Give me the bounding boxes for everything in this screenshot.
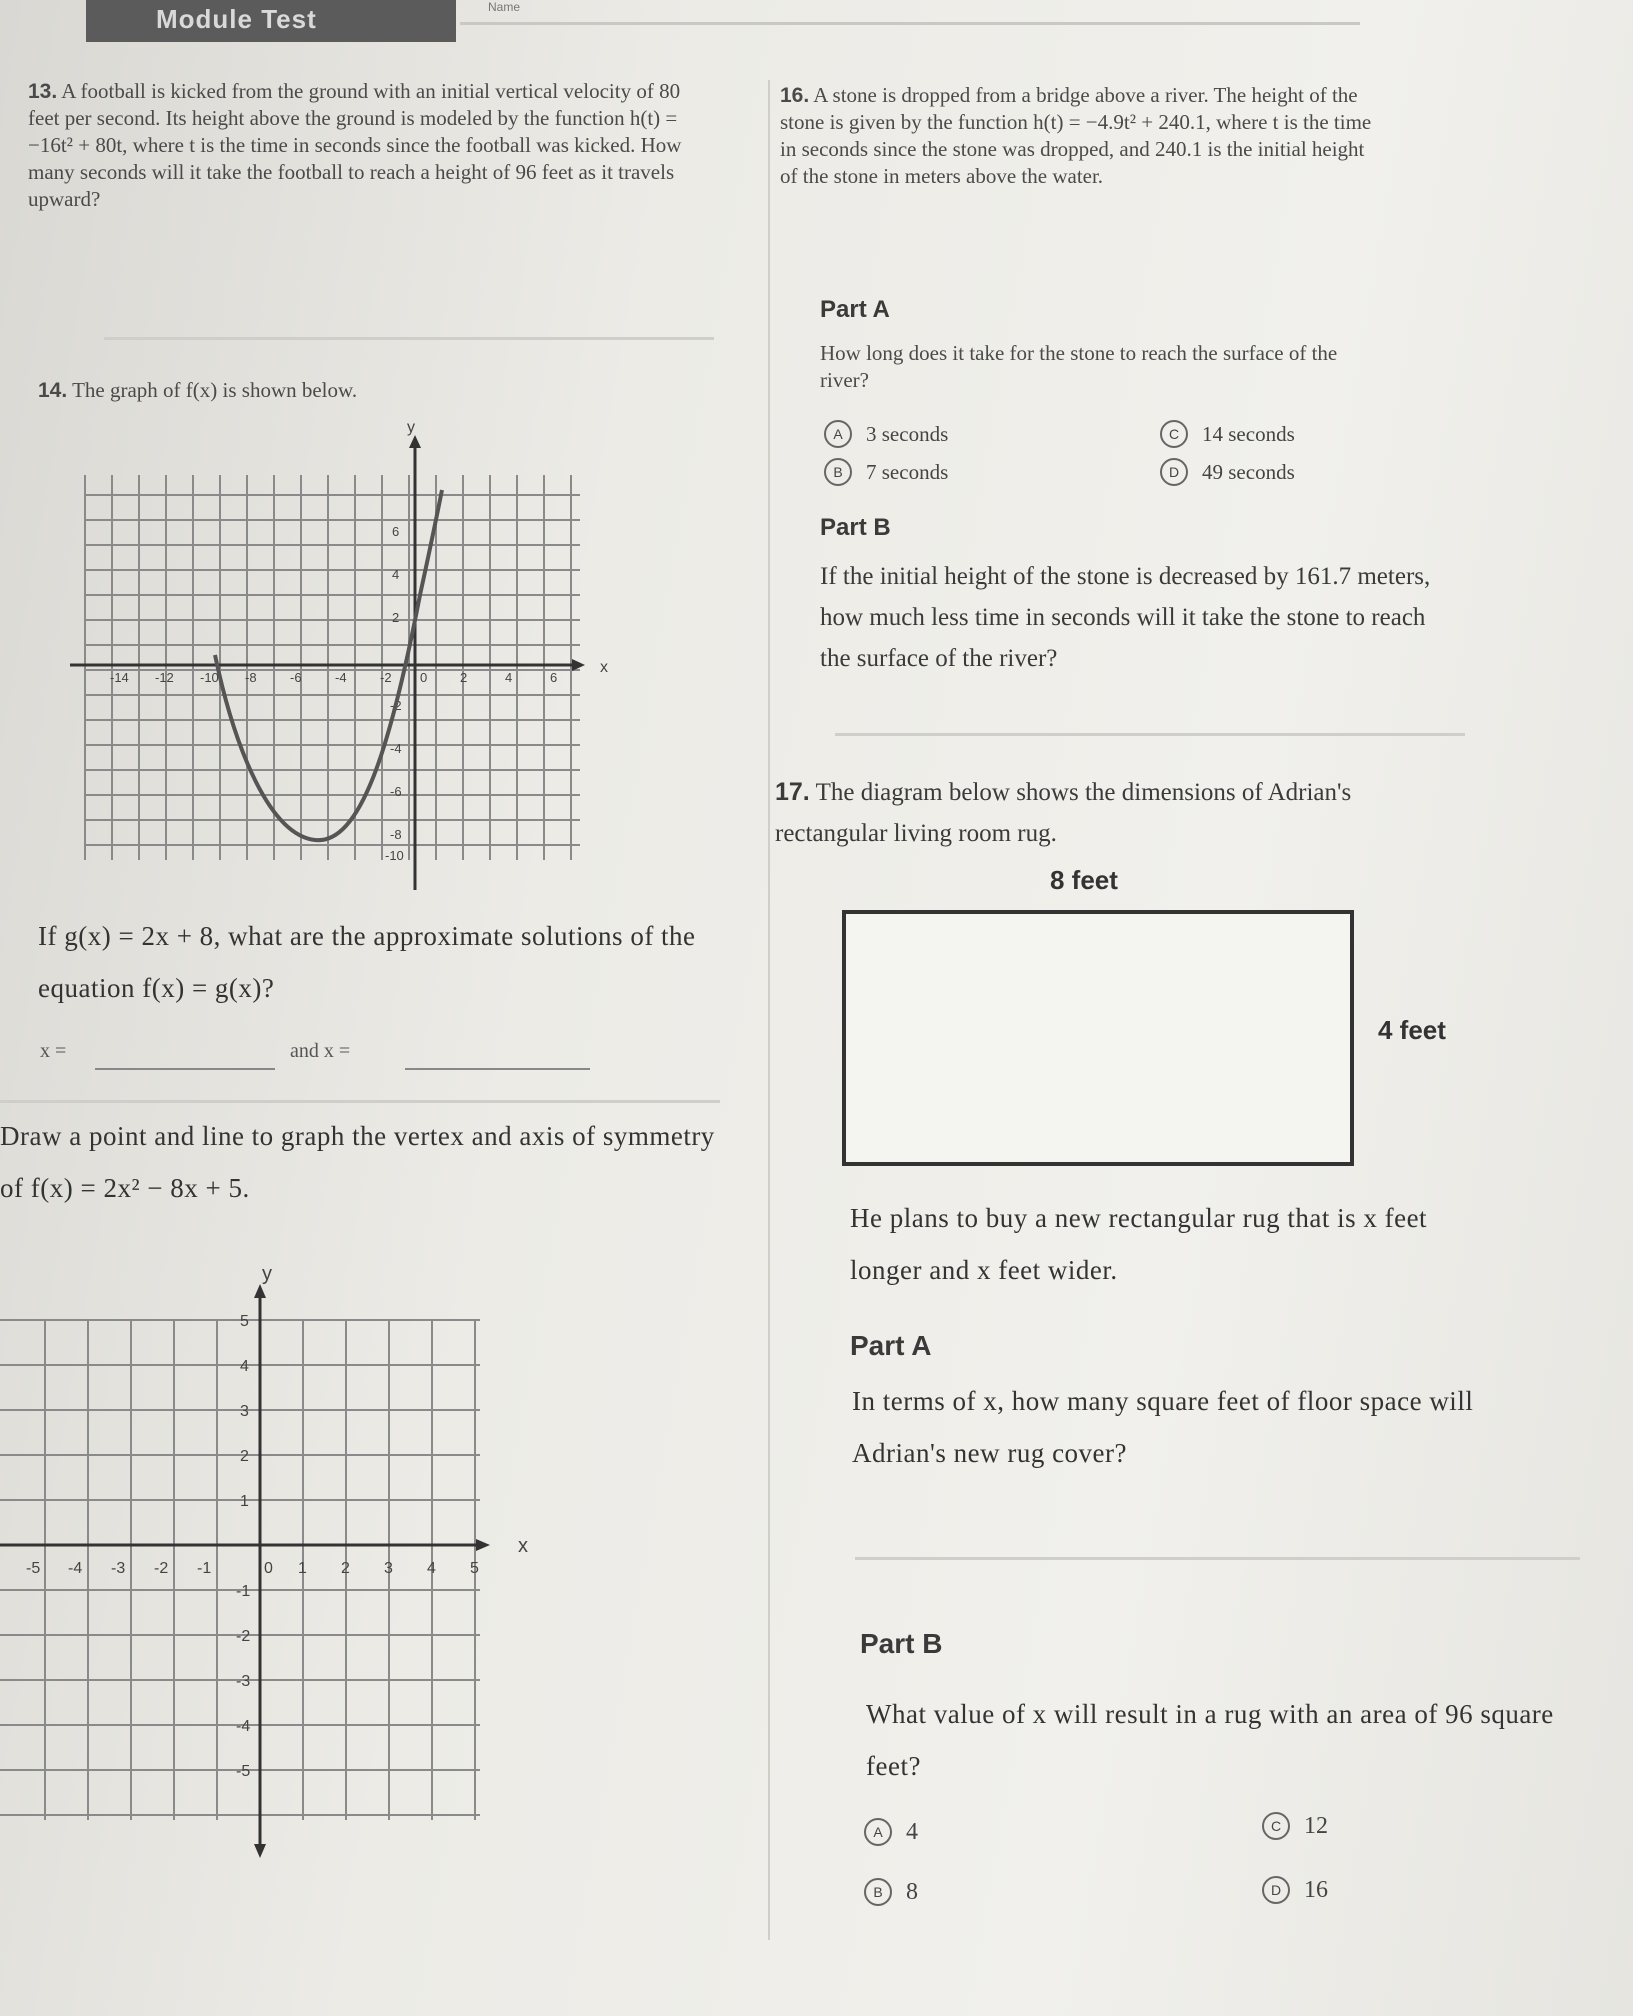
question-13-answer-line[interactable] bbox=[104, 337, 714, 340]
tick-label: 1 bbox=[298, 1560, 307, 1577]
question-16-part-a-label: Part A bbox=[820, 296, 890, 323]
question-16-text: A stone is dropped from a bridge above a river. The height of the stone is given by the function h(t) = −4.9t² + 240.1, where t is the time in seconds since the stone was dropped, and 240.1 is the initial height of the stone in meters above the water. bbox=[780, 83, 1372, 188]
option-17b-c[interactable] bbox=[1262, 1812, 1328, 1840]
option-bubble[interactable]: C bbox=[1160, 420, 1188, 448]
answer-2-prefix: and x = bbox=[290, 1040, 351, 1062]
question-17-part-a-question: In terms of x, how many square feet of floor space will Adrian's new rug cover? bbox=[852, 1386, 1474, 1468]
tick-label: -5 bbox=[236, 1763, 251, 1780]
tick-label: 6 bbox=[392, 524, 400, 539]
option-text: 8 bbox=[906, 1878, 918, 1905]
tick-label: 0 bbox=[420, 670, 428, 685]
rug-width-label: 8 feet bbox=[1050, 865, 1118, 895]
tick-label: 2 bbox=[240, 1448, 249, 1465]
tick-label: -4 bbox=[68, 1560, 83, 1577]
question-17-part-b-label: Part B bbox=[860, 1628, 943, 1659]
tick-label: -6 bbox=[290, 670, 302, 685]
option-16a-a[interactable] bbox=[824, 420, 948, 448]
answer-1-prefix: x = bbox=[40, 1040, 67, 1062]
option-17b-d[interactable] bbox=[1262, 1876, 1328, 1904]
graph-15-y-label: y bbox=[262, 1263, 272, 1285]
tick-label: 4 bbox=[427, 1560, 436, 1577]
question-16-part-b-question: If the initial height of the stone is decreased by 161.7 meters, how much less time in seconds will it take the stone to reach the surface of the river? bbox=[820, 563, 1431, 672]
tick-label: -4 bbox=[236, 1718, 251, 1735]
y-axis-arrow-icon bbox=[409, 435, 421, 448]
question-16 bbox=[780, 82, 1380, 190]
tick-label: -1 bbox=[236, 1583, 251, 1600]
option-text: 7 seconds bbox=[866, 459, 949, 484]
question-16-part-a-question: How long does it take for the stone to reach the surface of the river? bbox=[820, 341, 1338, 392]
question-17-answer-line[interactable] bbox=[855, 1557, 1580, 1560]
tick-label: -2 bbox=[380, 670, 392, 685]
rug-rectangle bbox=[842, 910, 1354, 1166]
tick-label: -8 bbox=[390, 827, 402, 842]
question-15-text: Draw a point and line to graph the vertex and axis of symmetry of f(x) = 2x² − 8x + 5. bbox=[0, 1121, 715, 1203]
graph-14-gridlines bbox=[85, 475, 580, 860]
question-14-solutions-question: If g(x) = 2x + 8, what are the approximate solutions of the equation f(x) = g(x)? bbox=[38, 921, 696, 1003]
tick-label: -2 bbox=[236, 1628, 251, 1645]
column-divider bbox=[768, 80, 770, 1940]
option-text: 3 seconds bbox=[866, 421, 949, 446]
question-17 bbox=[775, 772, 1415, 854]
option-text: 4 bbox=[906, 1818, 918, 1845]
tick-label: -1 bbox=[197, 1560, 212, 1577]
header-small-label: Name bbox=[488, 0, 521, 14]
option-16a-b[interactable] bbox=[824, 458, 948, 486]
tick-label: 2 bbox=[460, 670, 468, 685]
option-text: 14 seconds bbox=[1202, 421, 1295, 446]
tick-label: -3 bbox=[236, 1673, 251, 1690]
option-17b-b[interactable] bbox=[864, 1878, 918, 1906]
tick-label: 5 bbox=[240, 1313, 249, 1330]
header-rule bbox=[460, 22, 1360, 25]
header-title: Module Test bbox=[156, 4, 317, 34]
question-14-bottom-rule bbox=[0, 1100, 720, 1103]
tick-label: 0 bbox=[264, 1560, 273, 1577]
answer-2-blank[interactable] bbox=[405, 1068, 590, 1070]
option-bubble[interactable]: C bbox=[1262, 1812, 1290, 1840]
option-bubble[interactable]: A bbox=[864, 1818, 892, 1846]
graph-15-x-tick-labels bbox=[26, 1560, 479, 1577]
rug-height-label: 4 feet bbox=[1378, 1015, 1446, 1045]
tick-label: 2 bbox=[341, 1560, 350, 1577]
question-14-text: The graph of f(x) is shown below. bbox=[72, 378, 358, 402]
option-bubble[interactable]: D bbox=[1160, 458, 1188, 486]
tick-label: 3 bbox=[384, 1560, 393, 1577]
option-bubble[interactable]: D bbox=[1262, 1876, 1290, 1904]
question-13-text: A football is kicked from the ground with an initial vertical velocity of 80 feet per second. Its height above the ground is modeled by the function h(t) = −16t² + 80t, where t is the time in seconds since the football was kicked. How many seconds will it take the football to reach a height of 96 feet as it travels upward? bbox=[28, 79, 682, 211]
option-16a-d[interactable] bbox=[1160, 458, 1295, 486]
tick-label: -12 bbox=[155, 670, 174, 685]
option-text: 16 bbox=[1304, 1876, 1328, 1903]
tick-label: -8 bbox=[245, 670, 257, 685]
y-axis-arrow-icon bbox=[254, 1284, 266, 1298]
graph-14-y-tick-labels bbox=[385, 524, 404, 863]
tick-label: -10 bbox=[200, 670, 219, 685]
header-tab bbox=[86, 0, 456, 42]
graph-15-x-label: x bbox=[518, 1535, 528, 1557]
tick-label: 4 bbox=[392, 567, 400, 582]
tick-label: 4 bbox=[240, 1358, 249, 1375]
graph-14-y-label: y bbox=[407, 420, 415, 436]
question-17-plan: He plans to buy a new rectangular rug that is x feet longer and x feet wider. bbox=[850, 1203, 1428, 1285]
tick-label: 2 bbox=[392, 610, 400, 625]
tick-label: 5 bbox=[470, 1560, 479, 1577]
option-bubble[interactable]: B bbox=[864, 1878, 892, 1906]
question-16-number: 16. bbox=[780, 84, 810, 107]
question-14-graph bbox=[40, 420, 660, 900]
tick-label: 1 bbox=[240, 1493, 249, 1510]
tick-label: -10 bbox=[385, 848, 404, 863]
question-14-number: 14. bbox=[38, 379, 68, 402]
question-13-number: 13. bbox=[28, 80, 58, 103]
question-13 bbox=[28, 78, 688, 213]
option-bubble[interactable]: B bbox=[824, 458, 852, 486]
option-text: 12 bbox=[1304, 1812, 1328, 1839]
question-17-part-a-label: Part A bbox=[850, 1330, 932, 1361]
tick-label: -5 bbox=[26, 1560, 41, 1577]
graph-14-x-label: x bbox=[600, 659, 608, 676]
tick-label: 3 bbox=[240, 1403, 249, 1420]
option-17b-a[interactable] bbox=[864, 1818, 918, 1846]
option-text: 49 seconds bbox=[1202, 459, 1295, 484]
y-axis-down-arrow-icon bbox=[254, 1844, 266, 1858]
tick-label: -14 bbox=[110, 670, 129, 685]
option-bubble[interactable]: A bbox=[824, 420, 852, 448]
tick-label: 6 bbox=[550, 670, 558, 685]
x-axis-arrow-icon bbox=[476, 1539, 490, 1551]
question-15-graph bbox=[0, 1250, 560, 1860]
question-17-number: 17. bbox=[775, 778, 810, 806]
option-16a-c[interactable] bbox=[1160, 420, 1295, 448]
tick-label: -6 bbox=[390, 784, 402, 799]
question-16-part-b-label: Part B bbox=[820, 514, 891, 541]
answer-1-blank[interactable] bbox=[95, 1068, 275, 1070]
question-14 bbox=[38, 377, 638, 404]
tick-label: -2 bbox=[154, 1560, 169, 1577]
question-17-text: The diagram below shows the dimensions of Adrian's rectangular living room rug. bbox=[775, 779, 1352, 847]
tick-label: -2 bbox=[390, 698, 402, 713]
question-17-part-b-question: What value of x will result in a rug with an area of 96 square feet? bbox=[866, 1699, 1554, 1781]
tick-label: 4 bbox=[505, 670, 513, 685]
question-16-answer-line[interactable] bbox=[835, 733, 1465, 736]
tick-label: -4 bbox=[390, 741, 402, 756]
tick-label: -3 bbox=[111, 1560, 126, 1577]
tick-label: -4 bbox=[335, 670, 347, 685]
